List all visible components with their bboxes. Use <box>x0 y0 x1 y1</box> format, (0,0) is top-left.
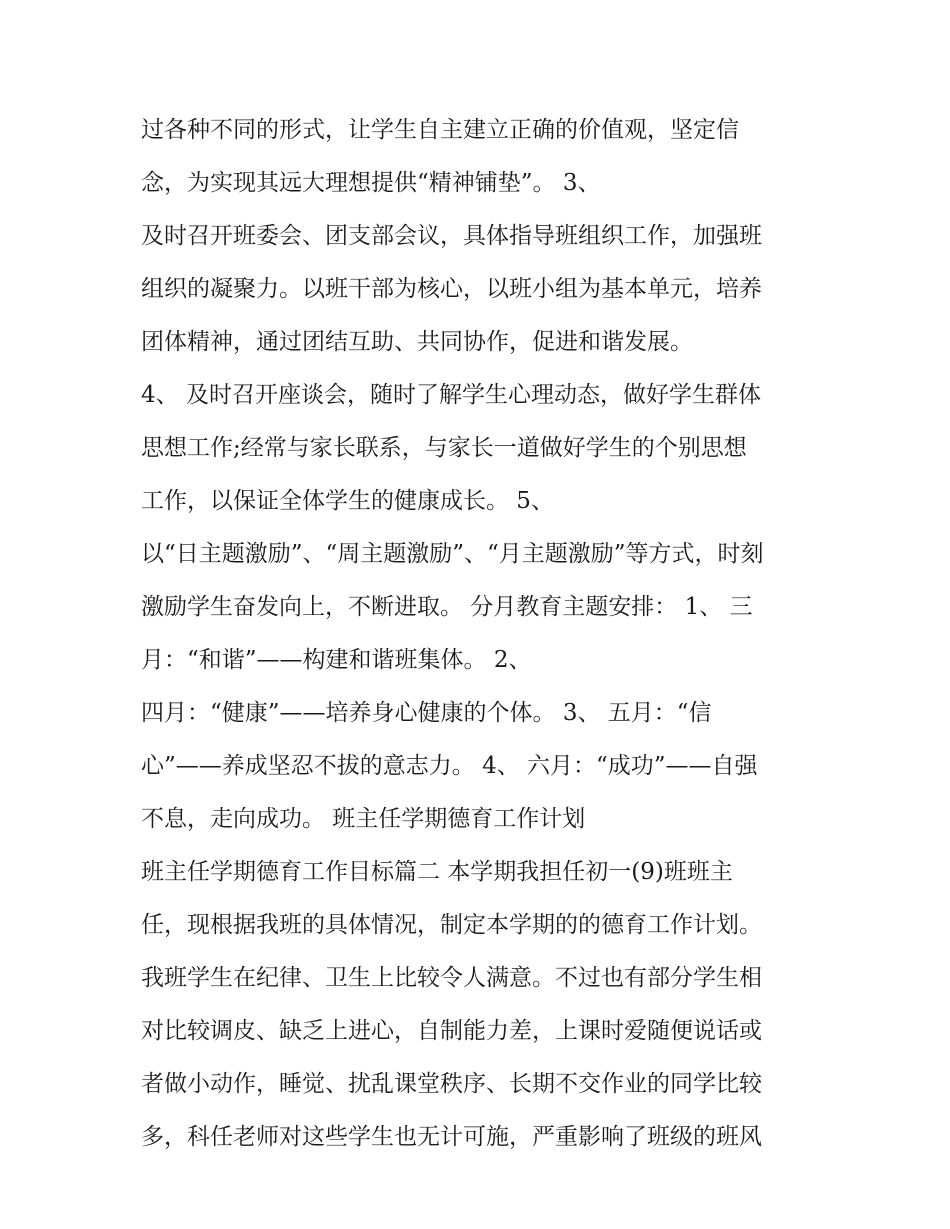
text-line: 者做小动作，睡觉、扰乱课堂秩序、长期不交作业的同学比较 <box>141 1071 762 1097</box>
text-line: 组织的凝聚力。以班干部为核心，以班小组为基本单元，培养 <box>141 276 762 302</box>
text-line: 四月：“健康”——培养身心健康的个体。 3、 五月：“信 <box>141 700 712 726</box>
text-line: 4、 及时召开座谈会，随时了解学生心理动态，做好学生群体 <box>141 382 761 408</box>
text-line: 对比较调皮、缺乏上进心，自制能力差，上课时爱随便说话或 <box>141 1018 762 1044</box>
text-line: 我班学生在纪律、卫生上比较令人满意。不过也有部分学生相 <box>141 965 762 991</box>
text-line: 以“日主题激励”、“周主题激励”、“月主题激励”等方式，时刻 <box>141 541 764 567</box>
text-line: 思想工作;经常与家长联系，与家长一道做好学生的个别思想 <box>141 435 747 461</box>
text-line: 心”——养成坚忍不拔的意志力。 4、 六月：“成功”——自强 <box>141 753 758 779</box>
text-line: 团体精神，通过团结互助、共同协作，促进和谐发展。 <box>141 329 693 355</box>
text-line: 过各种不同的形式，让学生自主建立正确的价值观，坚定信 <box>141 117 739 143</box>
text-line: 及时召开班委会、团支部会议，具体指导班组织工作，加强班 <box>141 223 762 249</box>
text-line: 激励学生奋发向上，不断进取。 分月教育主题安排： 1、 三 <box>141 594 753 620</box>
text-line: 班主任学期德育工作目标篇二 本学期我担任初一(9)班班主 <box>141 859 733 885</box>
text-line: 月：“和谐”——构建和谐班集体。 2、 <box>141 647 532 673</box>
text-line: 多，科任老师对这些学生也无计可施，严重影响了班级的班风 <box>141 1124 762 1150</box>
text-line: 不息，走向成功。 班主任学期德育工作计划 <box>141 806 586 832</box>
text-line: 任，现根据我班的具体情况，制定本学期的的德育工作计划。 <box>141 912 762 938</box>
text-line: 念，为实现其远大理想提供“精神铺垫”。 3、 <box>141 170 601 196</box>
body-text <box>141 107 821 1167</box>
text-line: 工作，以保证全体学生的健康成长。 5、 <box>141 488 554 514</box>
